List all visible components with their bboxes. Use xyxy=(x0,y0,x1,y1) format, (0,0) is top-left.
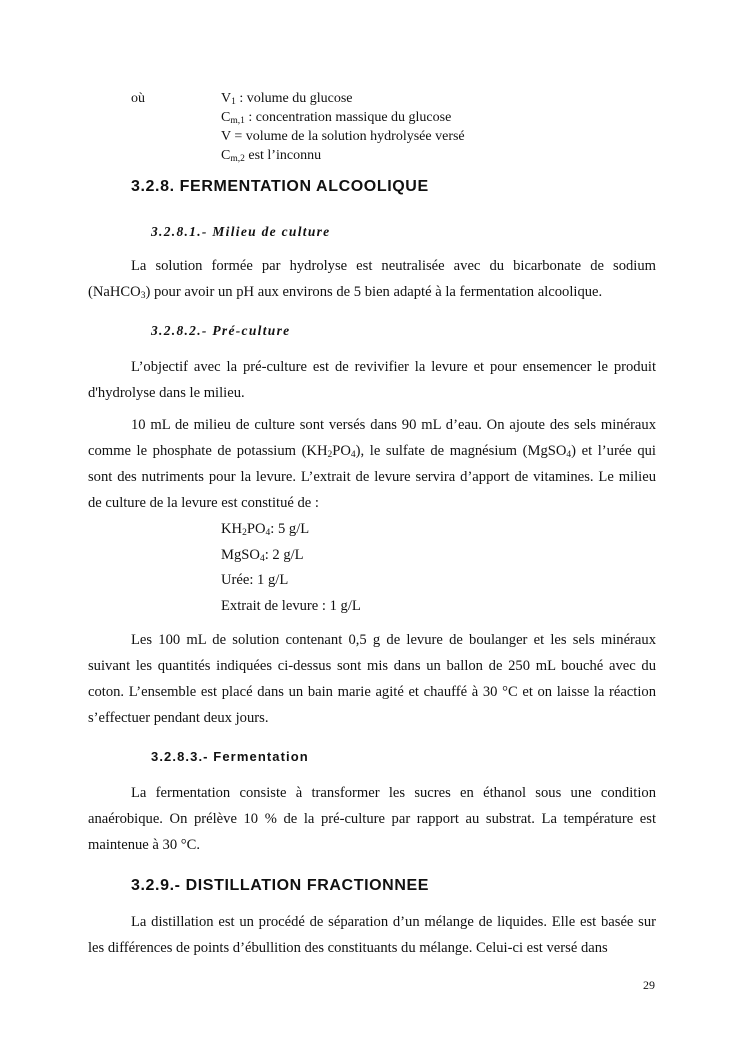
text-run: Extrait de levure : 1 g/L xyxy=(221,597,361,614)
text-run: Les 100 mL de solution contenant 0,5 g de levure de boulanger et les sels minéraux suivant les quantités indiquées ci-dessus sont mis dans un ballon de 250 mL bouché avec du coton. L’ensemble est placé dans un bain marie agité et chauffé à 30 °C et on laisse la réaction s’effectuer pendant deux jours. xyxy=(88,632,656,726)
text-run: C xyxy=(221,110,231,125)
heading-3-2-8-2: 3.2.8.2.- Pré-culture xyxy=(151,323,291,338)
paragraph-distillation xyxy=(88,909,656,961)
page-number: 29 xyxy=(643,978,655,992)
subscript-text: m,1 xyxy=(230,116,245,126)
text-run: La distillation est un procédé de séparation d’un mélange de liquides. Elle est basée sur les différences de points d’ébullition des constituants du mélange. Celui-ci est versé dans xyxy=(88,914,656,956)
text-run: : volume du glucose xyxy=(235,91,353,106)
composition-item xyxy=(221,594,361,620)
paragraph-fermentation xyxy=(88,780,656,858)
definitions-intro: où xyxy=(131,91,145,106)
definition-item xyxy=(221,127,465,146)
subscript-text: 2 xyxy=(327,450,333,460)
text-run: PO xyxy=(246,521,266,537)
text-run: PO xyxy=(332,443,351,459)
composition-item xyxy=(221,543,361,569)
text-run: V xyxy=(221,91,232,106)
subscript-text: 2 xyxy=(242,528,247,538)
composition-list xyxy=(221,517,361,619)
text-run: C xyxy=(221,148,231,163)
text-run: ) pour avoir un pH aux environs de 5 bien adapté à la fermentation alcoolique. xyxy=(145,284,603,300)
text-run: ), le sulfate de magnésium (MgSO xyxy=(355,443,567,459)
definitions-list xyxy=(221,89,465,165)
subscript-text: 3 xyxy=(140,291,146,301)
paragraph-preculture-milieu xyxy=(88,412,656,516)
text-run: 10 mL de milieu de culture sont versés dans 90 mL d’eau. On ajoute des sels minéraux comme le phosphate de potassium (KH xyxy=(88,417,656,459)
text-run: est l’inconnu xyxy=(244,148,322,163)
subscript-text: m,2 xyxy=(230,154,245,164)
text-run: La solution formée par hydrolyse est neutralisée avec du bicarbonate de sodium (NaHCO xyxy=(88,258,656,300)
heading-3-2-9: 3.2.9.- DISTILLATION FRACTIONNEE xyxy=(131,877,430,894)
text-run: Urée: 1 g/L xyxy=(221,572,289,589)
definition-item xyxy=(221,108,465,127)
text-run: : concentration massique du glucose xyxy=(244,110,452,125)
subscript-text: 4 xyxy=(350,450,356,460)
subscript-text: 1 xyxy=(231,97,236,107)
paragraph-preculture-procedure xyxy=(88,627,656,731)
heading-3-2-8-3: 3.2.8.3.- Fermentation xyxy=(151,749,309,764)
text-run: : 2 g/L xyxy=(264,546,304,563)
subscript-text: 4 xyxy=(259,553,265,564)
definition-item xyxy=(221,89,465,108)
text-run: ) et l’urée qui sont des nutriments pour la levure. L’extrait de levure servira d’apport de vitamines. Le milieu de culture de la levure est constitué de : xyxy=(88,443,656,511)
paragraph-preculture-objectif xyxy=(88,354,656,406)
text-run: La fermentation consiste à transformer les sucres en éthanol sous une condition anaérobique. On prélève 10 % de la pré-culture par rapport au substrat. La température est maintenue à 30 °C. xyxy=(88,785,656,853)
subscript-text: 4 xyxy=(265,528,271,538)
text-run: MgSO xyxy=(221,546,260,563)
text-run: : 5 g/L xyxy=(270,521,310,537)
subscript-text: 4 xyxy=(566,450,572,460)
heading-3-2-8: 3.2.8. FERMENTATION ALCOOLIQUE xyxy=(131,178,429,195)
definition-item xyxy=(221,146,465,165)
composition-item xyxy=(221,517,361,543)
text-run: V = volume de la solution hydrolysée versé xyxy=(221,129,465,144)
heading-3-2-8-1: 3.2.8.1.- Milieu de culture xyxy=(151,224,331,239)
paragraph-milieu xyxy=(88,253,656,305)
composition-item xyxy=(221,568,361,594)
text-run: L’objectif avec la pré-culture est de revivifier la levure et pour ensemencer le produit d'hydrolyse dans le milieu. xyxy=(88,359,656,401)
text-run: KH xyxy=(221,521,243,537)
